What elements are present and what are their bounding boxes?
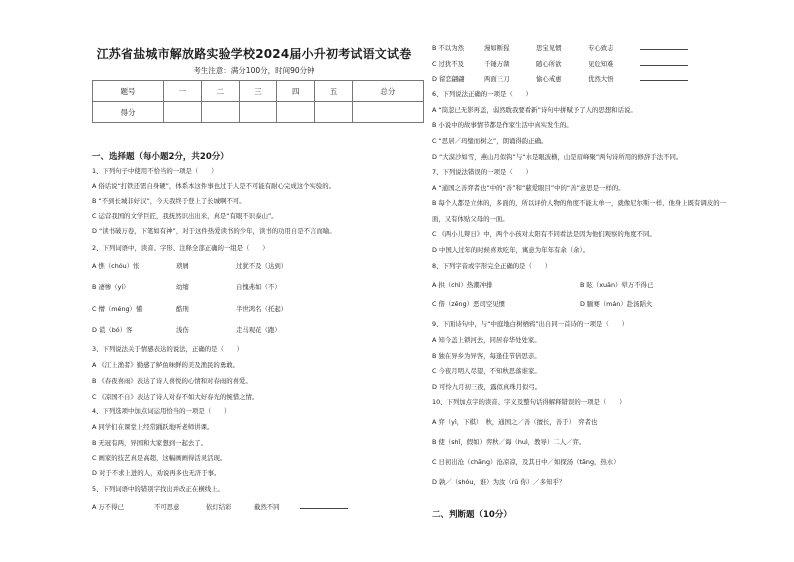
section-heading-judgement: 二、判断题（10分） <box>432 510 512 520</box>
option-2d-word: 浅伤 <box>176 326 189 334</box>
option-7c: C 《两小儿辩日》中，两个小孩对太阳有不同看法是因为他们观察的角度不同。 <box>432 230 656 238</box>
option-2a <box>92 262 287 270</box>
score-header-cell: 题号 <box>93 81 164 102</box>
score-row-label: 得分 <box>93 102 164 123</box>
option-2c-word: C 懵（méng）懂 <box>92 305 143 313</box>
option-5b-word: 漫如断猩 <box>484 44 510 52</box>
option-4c: C 画家的技艺真是高超，这幅画画得活灵活现。 <box>92 454 227 462</box>
question-9: 9、下面诗句中，与“中庭地白树栖鸦”出自同一首诗的一项是（ ） <box>432 320 629 328</box>
score-cell[interactable] <box>239 102 277 123</box>
option-4b: B 无冠有两，异国和大家想到一起去了。 <box>92 439 208 447</box>
option-5c <box>432 59 688 68</box>
score-header-cell: 五 <box>315 81 353 102</box>
option-2c-word: 半世鸿名（托起） <box>236 305 288 313</box>
option-6a: A “筒忽已无影再盖，弱然耽我要看新”诗句中拼赋予了人的思想和话说。 <box>432 106 637 114</box>
score-header-cell: 三 <box>239 81 277 102</box>
option-7b: B 每个人都是立体的，多面的，所以评价人物的角度不能太单一，就像尼尔斯一样，他身上既有调皮的一 <box>432 199 726 207</box>
option-2a-word: A 憔（chóu）怅 <box>92 262 140 270</box>
question-6: 6、下列说法正确的一项是（ ） <box>432 90 532 98</box>
option-2d <box>92 326 281 334</box>
option-5a-word: 依灯结彩 <box>206 503 232 511</box>
option-2d-word: 走马观花（跑） <box>236 326 281 334</box>
option-5b-word: B 不以为然 <box>432 44 464 52</box>
score-header-row <box>93 81 424 102</box>
score-header-cell: 二 <box>201 81 239 102</box>
option-5d-word: 优然大悟 <box>588 75 614 83</box>
score-header-cell: 一 <box>164 81 202 102</box>
question-10: 10、下列加点字的读音、字义及整句话得解释错误的一项是（ ） <box>432 398 626 406</box>
question-2: 2、下列词语中，读音、字形、注释全部正确的一组是（ ） <box>92 244 269 252</box>
question-4: 4、下列选项中加点词运用恰当的一项是（ ） <box>92 407 231 415</box>
question-3: 3、下列说法关于情感表达的说法，正确的是（ ） <box>92 345 244 353</box>
option-5c-word: C 过犹不及 <box>432 60 465 68</box>
option-5d-word: 两面三刀 <box>484 75 510 83</box>
option-5a-word: 不可思意 <box>154 503 180 511</box>
option-3b: B 《春夜喜雨》表达了诗人喜悦的心情和对春雨的喜爱。 <box>92 377 252 385</box>
option-3a: A 《江上渔者》勤感了鲈鱼味鲜的美及渔民的勇敢。 <box>92 361 239 369</box>
option-2b-word: 幼缩 <box>176 283 189 291</box>
option-7d: D 中国人过年的时候喜欢吃年，寓意为年年有余（余）。 <box>432 246 590 254</box>
option-9a: A 知今盖上锁河去，同居春华处处家。 <box>432 336 541 344</box>
option-8a: A 拱（chì）热潮冲排 <box>432 281 493 289</box>
score-cell[interactable] <box>201 102 239 123</box>
option-6d: D “大漠沙如雪，燕山月似钩”与“水是眼波横，山是眉峰聚”两句诗所用的修辞手法不同。 <box>432 153 683 161</box>
option-2c <box>92 305 287 313</box>
option-1b: B “不到长城非好汉”，今天我终于登上了长城啊不可。 <box>92 197 246 205</box>
option-2b-word: B 凄惨（yí） <box>92 283 130 291</box>
option-10b: B 使（shǐ，假如）弈秋／诲（huì，教导）二人／弈。 <box>432 438 586 446</box>
question-8: 8、下列字音或字形完全正确的是（ ） <box>432 262 552 270</box>
option-2d-word: D 谎（bó）客 <box>92 326 133 334</box>
option-9d: D 可怜九月初三夜，露似真珠月似弓。 <box>432 383 542 391</box>
option-1c: C 运营我国的文学巨匠，我抚然识出出来，真是“有眼不识泰山”。 <box>92 212 278 220</box>
question-5: 5、下列词语中的错别字找出并改正在横线上。 <box>92 485 224 493</box>
option-7b-continued: 面，又有体贴父母的一面。 <box>432 215 509 223</box>
option-9b: B 独在异乡为异客，每逢佳节倍思亲。 <box>432 352 541 360</box>
score-cell[interactable] <box>277 102 315 123</box>
option-2b-word: 自愧弗如（不） <box>236 283 281 291</box>
option-7a: A “通国之善弈者也”中的“善”和“慈爱眼目”中的“善”意思是一样的。 <box>432 184 625 192</box>
option-9c: C 今夜月明人尽望，不知秋思落谁家。 <box>432 367 541 375</box>
option-4d: D 对于不求上进的人，劝说再多也无济于事。 <box>92 469 221 477</box>
option-6b: B 小说中的故事情节都是作家生活中真实发生的。 <box>432 121 573 129</box>
option-5b <box>432 43 688 52</box>
answer-blank[interactable] <box>300 502 348 509</box>
option-10a: A 弈（yì，下棋） 秋，通国之／善（擅长，善于） 弈者也 <box>432 418 598 426</box>
exam-note: 考生注意：满分100分，时间90分钟 <box>193 66 315 75</box>
score-table <box>92 80 424 123</box>
option-1d: D “读书破万卷，下笔如有神”，对于这件热爱读书的少年，读书的功用自是不言而喻。 <box>92 227 336 235</box>
option-5c-word: 千锤万凿 <box>484 60 510 68</box>
answer-blank[interactable] <box>640 74 688 81</box>
question-7: 7、下列说法错误的一项是（ ） <box>432 168 532 176</box>
option-2a-word: 琐屑 <box>176 262 189 270</box>
option-5d <box>432 74 688 83</box>
option-5a-word: 截然不同 <box>254 503 280 511</box>
option-10c: C 日初出沧（chāng）沧凉凉，及其日中／如探汤（tāng，热水） <box>432 458 620 466</box>
score-header-cell: 四 <box>277 81 315 102</box>
score-header-cell: 总分 <box>352 81 423 102</box>
answer-blank[interactable] <box>640 43 688 50</box>
option-6c: C “思居／玛璧而树之”，朗诵得韵正确。 <box>432 137 548 145</box>
question-1: 1、下列句子中使用不恰当的一项是（ ） <box>92 167 218 175</box>
option-8d: D 腼赛（mán）赴汤蹈火 <box>580 300 653 308</box>
option-5c-word: 随心所欲 <box>536 60 562 68</box>
option-5b-word: 专心致志 <box>588 44 614 52</box>
option-2b <box>92 283 281 291</box>
score-value-row <box>93 102 424 123</box>
option-3c: C 《凉国不自》表达了诗人对春不如大好春光的惋惜之情。 <box>92 393 259 401</box>
option-4a: A 同学们在课堂上经常踊跃地听老师讲课。 <box>92 423 214 431</box>
score-cell[interactable] <box>164 102 202 123</box>
answer-blank[interactable] <box>640 59 688 66</box>
option-10d: D 孰／（shóu，谁）为汝（rǔ 你）／多知乎？ <box>432 478 566 486</box>
score-cell[interactable] <box>315 102 353 123</box>
option-2a-word: 过犹不及（达到） <box>236 262 288 270</box>
option-8b: B 眩（xuān）晕万不得已 <box>580 281 654 289</box>
option-8c: C 偕（zēng）恶司空见惯 <box>432 300 506 308</box>
option-2c-word: 酷刑 <box>176 305 189 313</box>
option-5d-word: D 留恋翩翩 <box>432 75 465 83</box>
section-heading-choice: 一、选择题（每小题2分，共20分） <box>92 152 229 162</box>
score-cell[interactable] <box>352 102 423 123</box>
option-5b-word: 思宝见惯 <box>536 44 562 52</box>
option-5c-word: 见危知难 <box>588 60 614 68</box>
option-1a: A 俗话说“打铁还需自身硬”，体系本这件事也过于人是不可能有耐心完成这个实验的。 <box>92 182 336 190</box>
option-5d-word: 愉心戒惠 <box>536 75 562 83</box>
exam-title: 江苏省盐城市解放路实验学校2024届小升初考试语文试卷 <box>96 47 412 61</box>
option-5a <box>92 502 348 511</box>
option-5a-word: A 万不得已 <box>92 503 124 511</box>
